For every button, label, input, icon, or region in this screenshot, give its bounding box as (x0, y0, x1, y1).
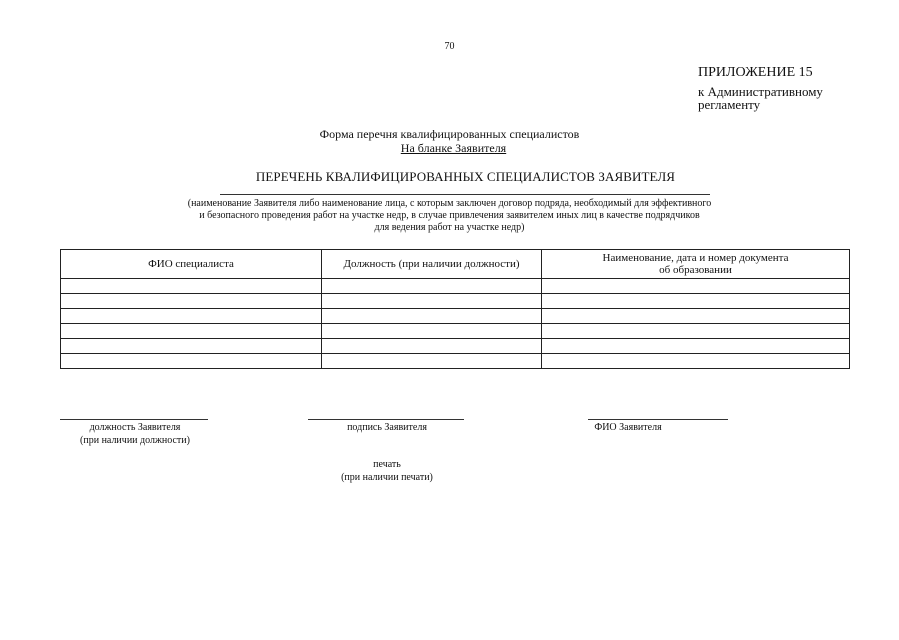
appendix-line: к Административному (698, 84, 823, 99)
position-label-line: (при наличии должности) (80, 435, 190, 446)
table-cell (322, 279, 542, 294)
main-title: ПЕРЕЧЕНЬ КВАЛИФИЦИРОВАННЫХ СПЕЦИАЛИСТОВ ЗАЯВИТЕЛЯ (255, 169, 676, 184)
table-cell (61, 339, 322, 354)
table-cell (61, 324, 322, 339)
appendix-title: ПРИЛОЖЕНИЕ 15 (698, 65, 813, 80)
table-cell (61, 294, 322, 309)
position-label-line: должность Заявителя (89, 422, 181, 433)
table-cell (542, 324, 850, 339)
hint-line: для ведения работ на участке недр) (374, 222, 525, 233)
position-label (60, 421, 210, 447)
table-row (61, 279, 850, 294)
table-cell (322, 354, 542, 369)
table-cell (322, 324, 542, 339)
form-caption-title: Форма перечня квалифицированных специалистов (319, 127, 580, 141)
table-cell (542, 279, 850, 294)
fio-label-line: ФИО Заявителя (594, 422, 662, 433)
fio-signature-line (588, 419, 728, 420)
table-header-row (61, 250, 850, 279)
table-row (61, 324, 850, 339)
applicant-name-line (220, 194, 710, 195)
table-cell (542, 294, 850, 309)
hint-line: (наименование Заявителя либо наименование лица, с которым заключен договор подряда, необходимый для эффективного (187, 198, 712, 209)
header-education-line: об образовании (659, 264, 732, 276)
table-cell (322, 294, 542, 309)
stamp-label (317, 458, 457, 484)
table-cell (542, 309, 850, 324)
stamp-label-line: (при наличии печати) (341, 472, 433, 483)
signature-label (310, 421, 464, 434)
table-cell (61, 279, 322, 294)
appendix-block (698, 66, 823, 111)
table-cell (542, 354, 850, 369)
appendix-line: регламенту (698, 97, 761, 112)
fio-label (560, 421, 696, 434)
form-caption-subtitle: На бланке Заявителя (400, 141, 507, 155)
header-education-doc (542, 250, 850, 279)
table-cell (61, 354, 322, 369)
form-caption (0, 127, 899, 155)
header-education-line: Наименование, дата и номер документа (602, 252, 789, 264)
table-cell (542, 339, 850, 354)
page-number: 70 (444, 41, 455, 52)
table-cell (322, 339, 542, 354)
header-fio: ФИО специалиста (61, 250, 322, 279)
table-cell (322, 309, 542, 324)
header-position: Должность (при наличии должности) (322, 250, 542, 279)
position-signature-line (60, 419, 208, 420)
hint-line: и безопасного проведения работ на участке недр, в случае привлечения заявителем иных лиц в качестве подрядчиков (199, 210, 700, 221)
specialists-table (60, 249, 850, 369)
table-row (61, 339, 850, 354)
signature-label-line: подпись Заявителя (347, 422, 427, 433)
signature-line (308, 419, 464, 420)
table-row (61, 294, 850, 309)
stamp-label-line: печать (373, 459, 401, 470)
applicant-name-hint (0, 198, 899, 234)
table-row (61, 354, 850, 369)
table-row (61, 309, 850, 324)
table-cell (61, 309, 322, 324)
